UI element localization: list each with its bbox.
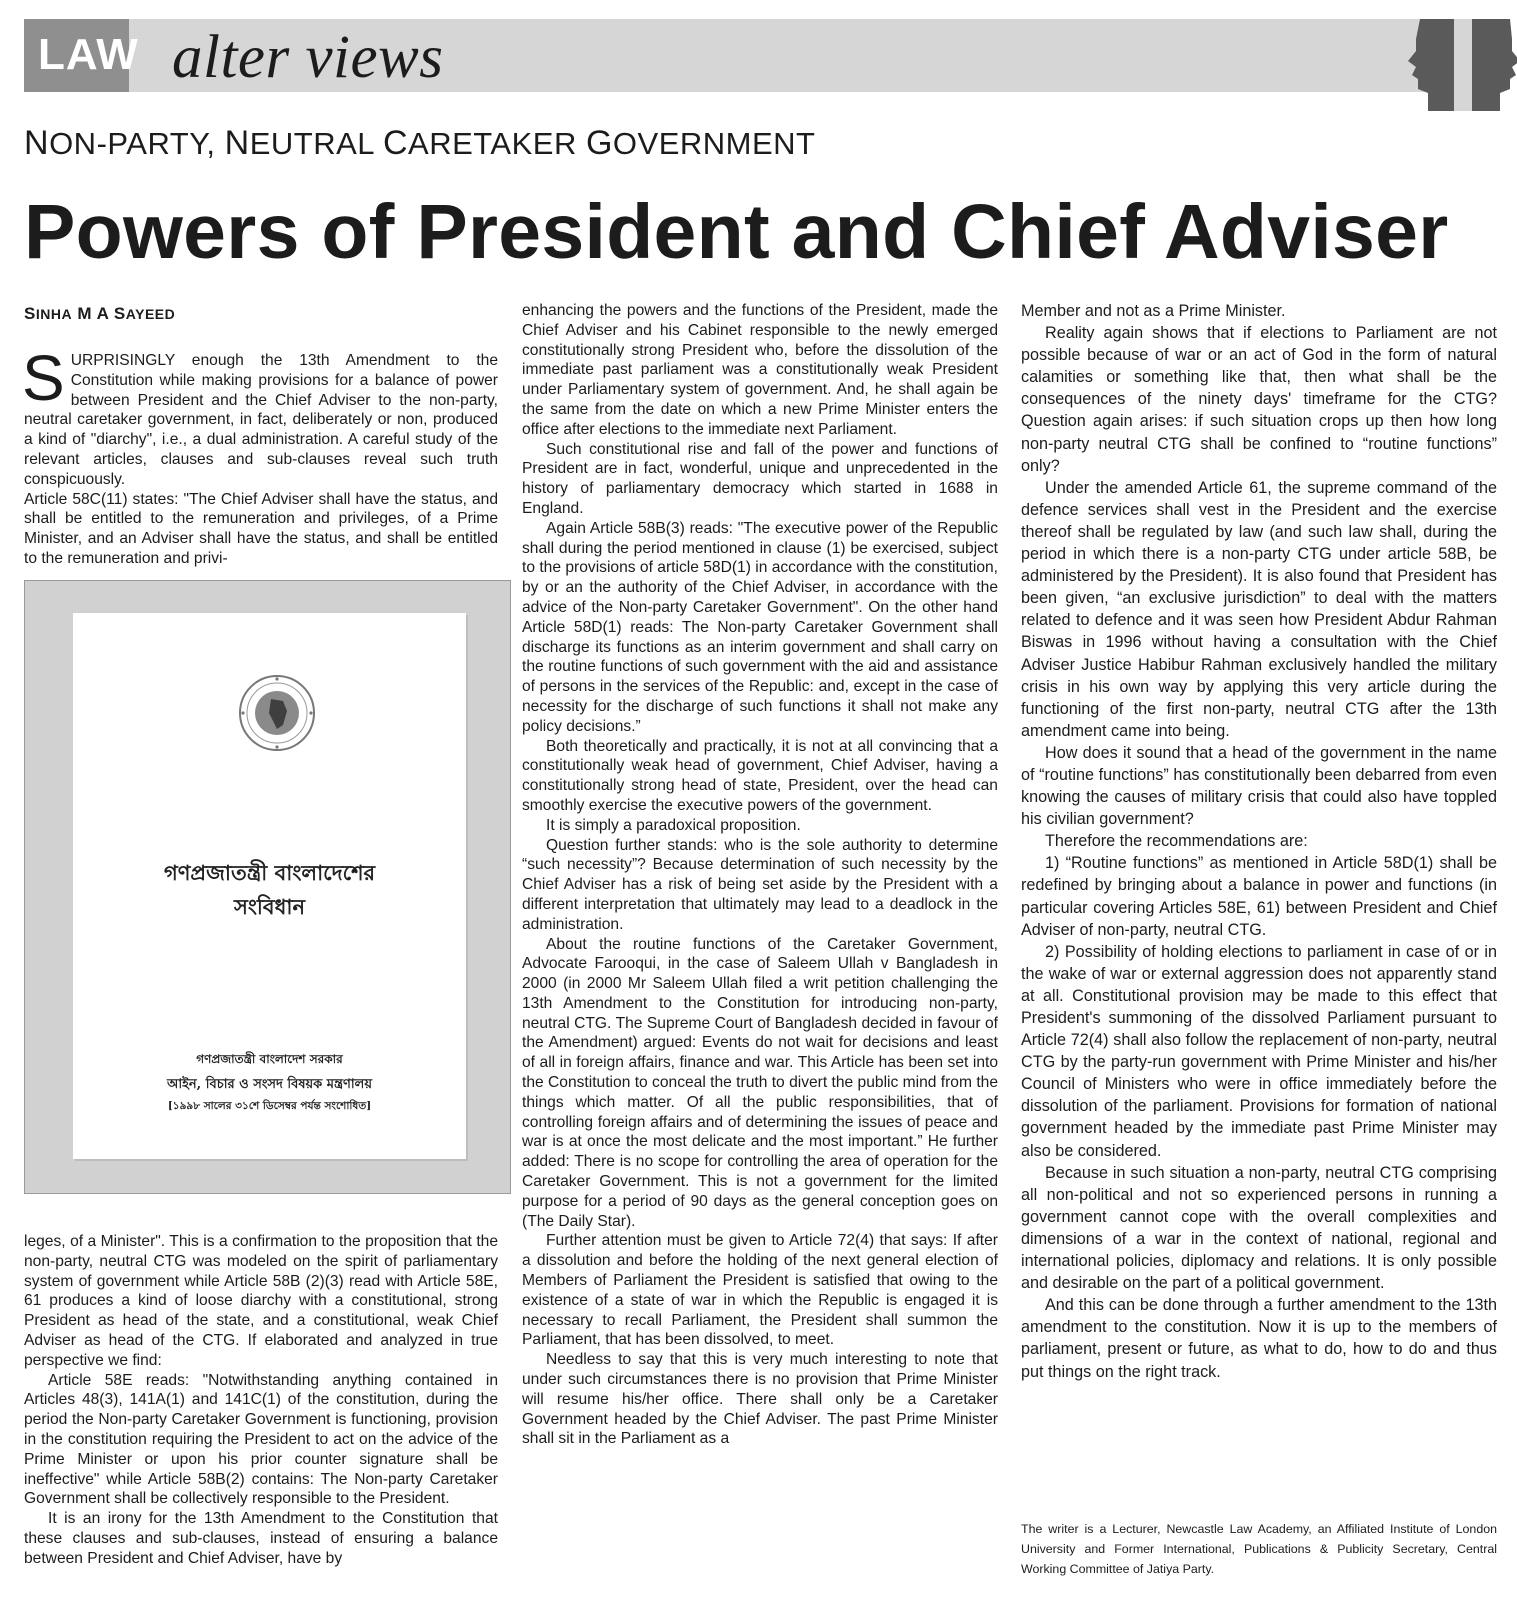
column-1-top [22, 342, 498, 569]
paragraph: enhancing the powers and the functions of the President, made the Chief Adviser and his Cabinet responsible to the newly emerged constitutionally strong President who, before the dissolution of the immediate past parliament was a constitutionally weak President under Parliamentary system of government. And, he shall again be the same from the date on which a new Prime Minister enters the office after elections to the immediate next Parliament. [522, 302, 998, 438]
paragraph: 2) Possibility of holding elections to parliament in case of or in the wake of war or external aggression does not apparently stand at all. Constitutional provision may be made to this effect that President's summoning of the dissolved Parliament pursuant to Article 72(4) shall also follow the replacement of non-party, neutral CTG by the party-run government with Prime Minister and his/her Council of Ministers who were in office immediately before the dissolution of the parliament. Provisions for formation of national government headed by the immediate past Prime Minister may also be considered. [1021, 942, 1497, 1160]
section-banner [24, 19, 1499, 92]
paragraph: Again Article 58B(3) reads: "The executive power of the Republic shall during the period mentioned in clause (1) be exercised, subject to the provisions of article 58D(1) in accordance with the constitution, by or an the authority of the Chief Adviser, in accordance with the advice of the Non-party Caretaker Government". On the other hand Article 58D(1) reads: The Non-party Caretaker Government shall discharge its functions as an interim government and shall carry on the routine functions of such government with the aid and assistance of persons in the services of the Republic: and, except in the case of necessity for the discharge of such functions it shall not make any policy decisions.” [522, 519, 998, 735]
paragraph: URPRISINGLY enough the 13th Amendment to the Constitution while making provisions for a balance of power between President and the Chief Adviser to the non-party, neutral caretaker government, in fact, deliberately or non, produced a kind of "diarchy", i.e., a dual administration. A careful study of the relevant articles, clauses and sub-clauses reveal such truth conspicuously. [24, 352, 498, 488]
paragraph: Such constitutional rise and fall of the power and functions of President are in fact, wonderful, unique and unprecedented in the history of parliamentary democracy which started in 1688 in England. [522, 440, 998, 517]
column-3 [1021, 300, 1497, 1383]
facing-profiles-icon [1406, 19, 1517, 111]
book-publisher-line-1: গণপ্রজাতন্ত্রী বাংলাদেশ সরকার [196, 1052, 343, 1066]
author-byline: SINHA M A SAYEED [24, 304, 176, 323]
paragraph: And this can be done through a further amendment to the 13th amendment to the constitution. Now it is up to the members of parliament, present or future, as what to do, how to do and thus put things on the right track. [1021, 1296, 1497, 1381]
article-kicker: NON-PARTY, NEUTRAL CARETAKER GOVERNMENT [24, 124, 816, 162]
paragraph: Because in such situation a non-party, neutral CTG comprising all non-political and not so experienced persons in running a government cannot cope with the overall complexities and dimensions of a war in the context of national, regional and international policies, diplomacy and relations. It is only possible and desirable on the part of a political government. [1021, 1163, 1497, 1293]
column-2 [522, 301, 998, 1449]
paragraph: Reality again shows that if elections to Parliament are not possible because of war or an act of God in the form of natural calamities or something like that, then what shall be the consequences of the ninety days' timeframe for the CTG? Question again arises: if such situation crops up then how long non-party neutral CTG shall be confined to “routine functions” only? [1021, 324, 1497, 475]
paragraph: 1) “Routine functions” as mentioned in Article 58D(1) shall be redefined by bringing about a balance in power and functions (in particular covering Articles 58E, 61) between President and Chief Adviser of non-party, neutral CTG. [1021, 854, 1497, 939]
paragraph: Member and not as a Prime Minister. [1021, 302, 1286, 320]
book-title-line-1: গণপ্রজাতন্ত্রী বাংলাদেশের [163, 860, 376, 885]
book-publisher-line-3: [১৯৯৮ সালের ৩১শে ডিসেম্বর পর্যন্ত সংশোধিত] [167, 1100, 372, 1112]
column-1-bottom [24, 1232, 498, 1569]
paragraph: Article 58C(11) states: "The Chief Adviser shall have the status, and shall be entitled to the remuneration and privileges, of a Prime Minister, and an Adviser shall have the status, and shall be entitled to the remuneration and privi- [24, 490, 498, 567]
paragraph: Under the amended Article 61, the supreme command of the defence services shall vest in the President and the exercise thereof shall be regulated by law (and such law shall, during the period in which there is a non-party CTG under article 58B, be administered by the President). It is also found that President has been given, “an exclusive jurisdiction” to deal with the matters related to defence and it was seen how President Abdur Rahman Biswas in 1996 without having a consultation with the Chief Adviser Justice Habibur Rahman exclusively handled the military crisis in his own way by applying this very article during the functioning of the first non-party, neutral CTG after the 13th amendment came into being. [1021, 478, 1497, 740]
paragraph: Therefore the recommendations are: [1045, 832, 1308, 851]
paragraph: It is an irony for the 13th Amendment to the Constitution that these clauses and sub-clauses, instead of ensuring a balance between President and Chief Adviser, have by [24, 1510, 498, 1567]
book-publisher-line-2: আইন, বিচার ও সংসদ বিষয়ক মন্ত্রণালয় [167, 1077, 372, 1092]
article-headline: Powers of President and Chief Adviser [24, 189, 1449, 275]
paragraph: It is simply a paradoxical proposition. [546, 816, 801, 834]
paragraph: Both theoretically and practically, it is not at all convincing that a constitutionally weak head of government, Chief Adviser, having a constitutionally strong head of state, President, over the head can smoothly exercise the executive powers of the government. [522, 737, 998, 814]
book-title-line-2: সংবিধান [233, 894, 305, 919]
paragraph: How does it sound that a head of the government in the name of “routine functions” has constitutionally been debarred from even knowing the causes of military crisis that could also have toppled his civilian government? [1021, 743, 1497, 829]
paragraph: About the routine functions of the Caretaker Government, Advocate Farooqui, in the case of Saleem Ullah v Bangladesh in 2000 (in 2000 Mr Saleem Ullah filed a writ petition challenging the 13th Amendment to the Constitution for introducing non-party, neutral CTG. The Supreme Court of Bangladesh decided in favour of the Amendment) argued: Events do not wait for decisions and least of all in foreign affairs, finance and war. This Article has been set into the Constitution to conceal the truth to divert the public mind from the things which matter. Of all the public responsibilities, that of controlling foreign affairs and of determining the issues of peace and war is at once the most delicate and the most important.” He further added: There is no scope for controlling the area of operation for the Caretaker Government. This is not a government for the limited purpose for a period of 90 days as the general conception goes on (The Daily Star). [522, 935, 998, 1230]
paragraph: leges, of a Minister". This is a confirmation to the proposition that the non-party, neutral CTG was modeled on the spirit of parliamentary system of government while Article 58B (2)(3) read with Article 58E, 61 produces a kind of loose diarchy with a constitutional, strong President as head of the state, and a constitutional, weak Chief Adviser as head of the CTG. If elaborated and analyzed in true perspective we find: [24, 1233, 498, 1369]
paragraph: Article 58E reads: "Notwithstanding anything contained in Articles 48(3), 141A(1) and 141C(1) of the constitution, during the period the Non-party Caretaker Government is functioning, provision in the constitution requiring the President to act on the advice of the Prime Minister or upon his prior counter signature shall be ineffective" while Article 58B(2) contains: The Non-party Caretaker Government shall be collectively responsible to the President. [24, 1371, 498, 1508]
section-label: LAW [38, 30, 139, 79]
book-cover [73, 613, 466, 1159]
paragraph: Needless to say that this is very much interesting to note that under such circumstances there is no provision that Prime Minister will resume his/her office. There shall only be a Caretaker Government headed by the Chief Adviser. The past Prime Minister shall sit in the Parliament as a [522, 1351, 998, 1448]
author-note: The writer is a Lecturer, Newcastle Law Academy, an Affiliated Institute of London University and Former International, Publications & Publicity Secretary, Central Working Committee of Jatiya Party. [1021, 1522, 1497, 1576]
section-title: alter views [172, 24, 444, 91]
paragraph: Further attention must be given to Article 72(4) that says: If after a dissolution and before the holding of the next general election of Members of Parliament the President is satisfied that owing to the existence of a state of war in which the Republic is engaged it is necessary to recall Parliament, the President shall summon the Parliament, that has been dissolved, to meet. [522, 1232, 998, 1349]
constitution-book-image [24, 580, 511, 1194]
government-seal-icon [237, 673, 317, 753]
drop-cap: S [22, 342, 65, 414]
paragraph: Question further stands: who is the sole authority to determine “such necessity”? Because determination of such necessity by the Chief Adviser has a risk of being set aside by the President with a different interpretation that ultimately may lead to a deadlock in the administration. [522, 836, 998, 933]
